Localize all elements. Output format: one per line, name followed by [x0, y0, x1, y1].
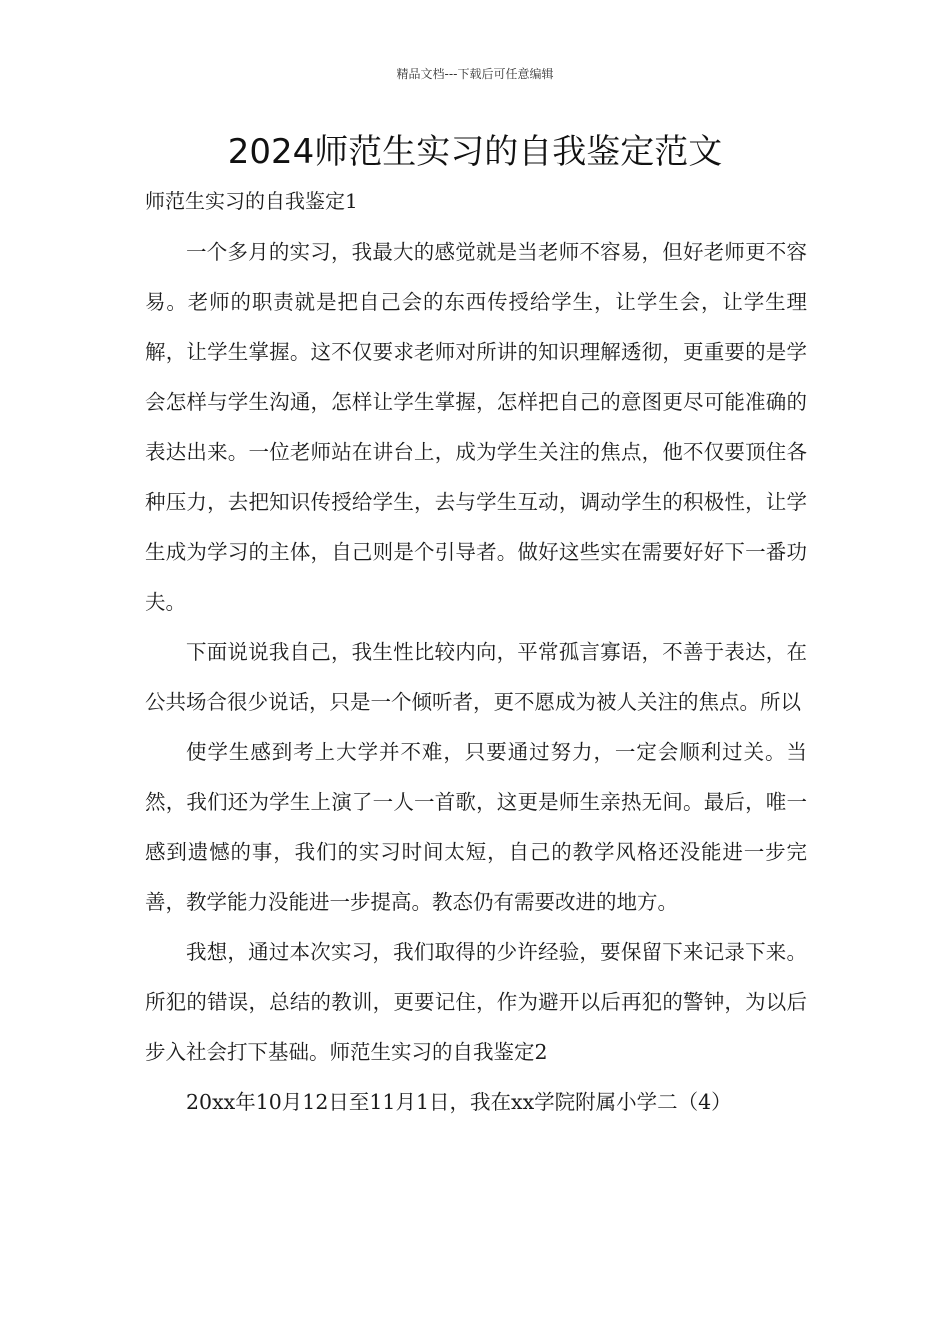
document-title: 2024师范生实习的自我鉴定范文	[227, 132, 723, 172]
document-body	[145, 227, 807, 1127]
page-header: 精品文档---下载后可任意编辑	[396, 67, 554, 81]
body-paragraph: 20xx年10月12日至11月1日，我在xx学院附属小学二（4）	[186, 1090, 732, 1114]
body-paragraph: 使学生感到考上大学并不难，只要通过努力，一定会顺利过关。当然，我们还为学生上演了一人一首歌，这更是师生亲热无间。最后，唯一感到遗憾的事，我们的实习时间太短，自己的教学风格还没能进一步完善，教学能力没能进一步提高。教态仍有需要改进的地方。	[145, 740, 807, 914]
body-paragraph: 我想，通过本次实习，我们取得的少许经验，要保留下来记录下来。所犯的错误，总结的教训，更要记住，作为避开以后再犯的警钟，为以后步入社会打下基础。师范生实习的自我鉴定2	[145, 940, 807, 1064]
body-paragraph: 下面说说我自己，我生性比较内向，平常孤言寡语，不善于表达，在公共场合很少说话，只是一个倾听者，更不愿成为被人关注的焦点。所以	[145, 640, 807, 714]
body-paragraph: 一个多月的实习，我最大的感觉就是当老师不容易，但好老师更不容易。老师的职责就是把自己会的东西传授给学生，让学生会，让学生理解，让学生掌握。这不仅要求老师对所讲的知识理解透彻，更重要的是学会怎样与学生沟通，怎样让学生掌握，怎样把自己的意图更尽可能准确的表达出来。一位老师站在讲台上，成为学生关注的焦点，他不仅要顶住各种压力，去把知识传授给学生，去与学生互动，调动学生的积极性，让学生成为学习的主体，自己则是个引导者。做好这些实在需要好好下一番功夫。	[145, 240, 807, 614]
section-subheading: 师范生实习的自我鉴定1	[145, 189, 358, 213]
